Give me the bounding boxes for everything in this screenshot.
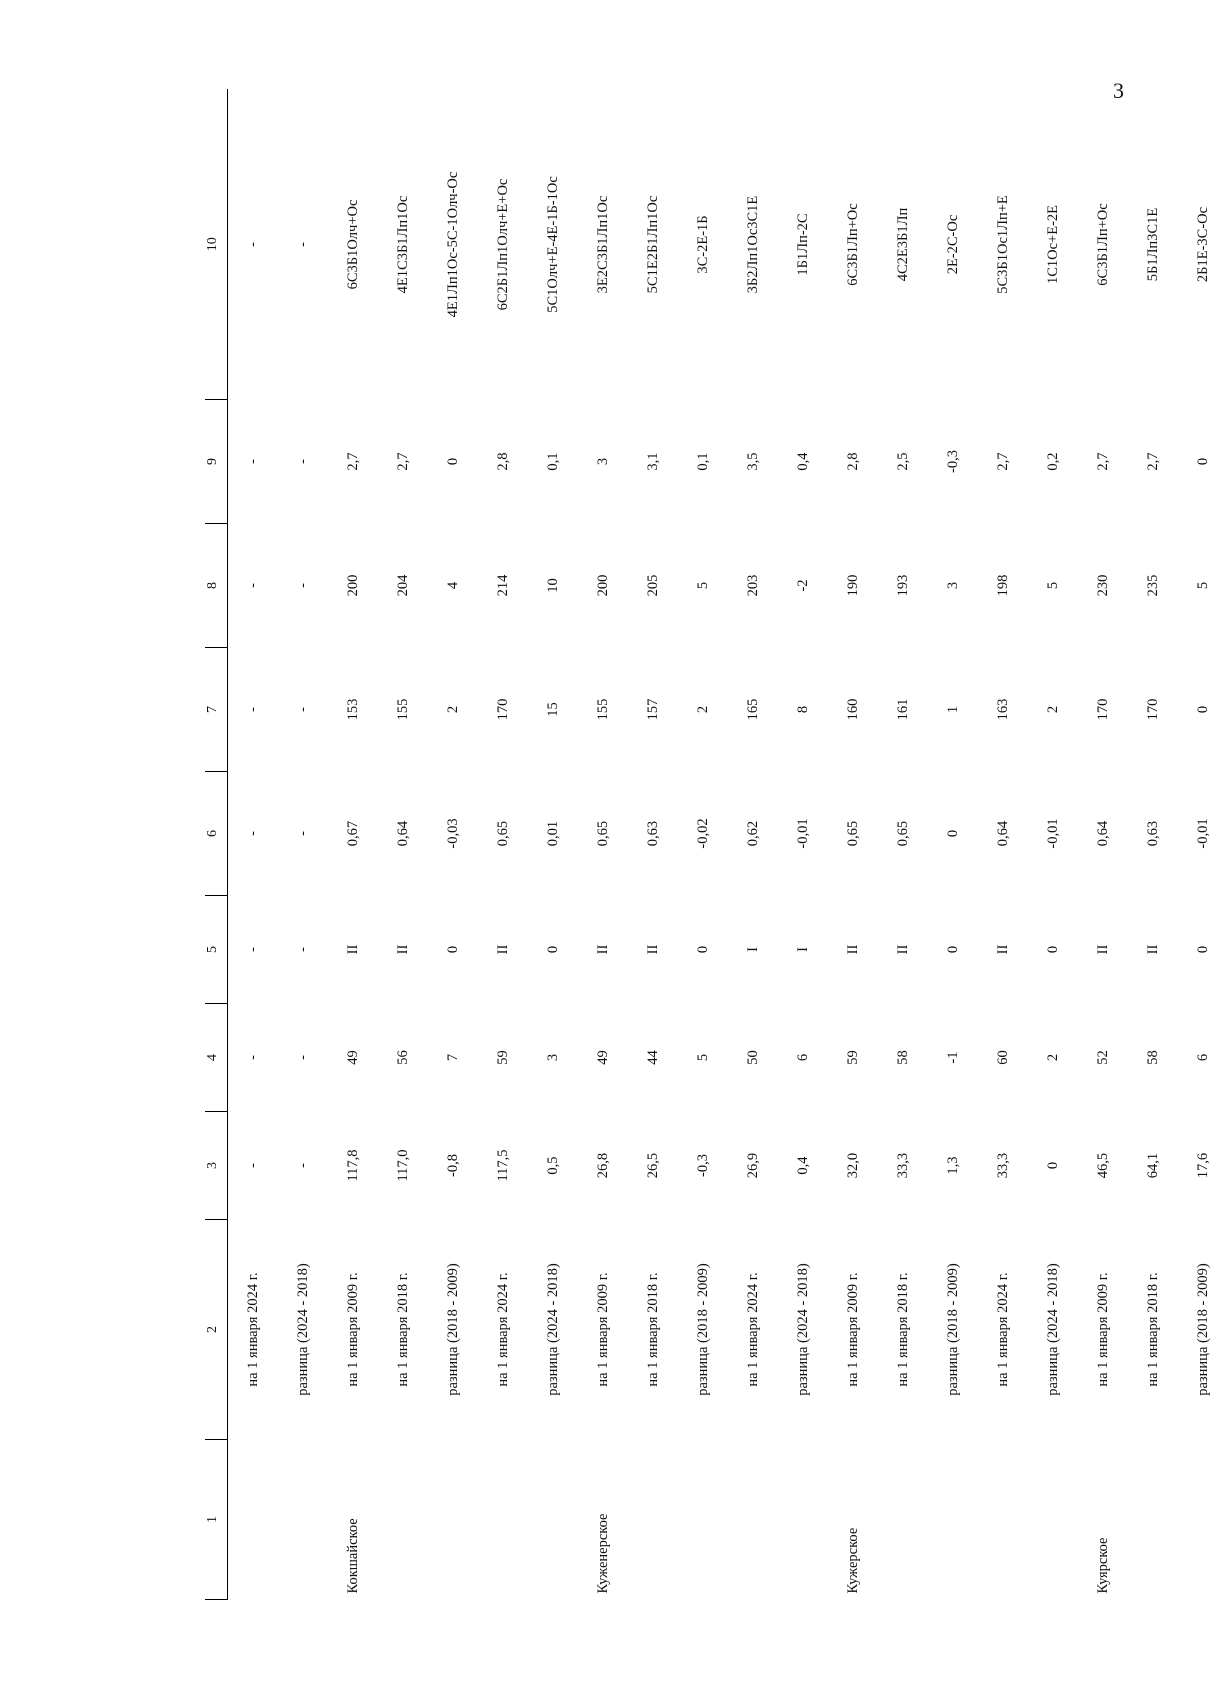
cell-class: II	[894, 944, 911, 955]
table-row	[628, 90, 678, 1600]
cell-district	[1178, 1440, 1228, 1600]
cell-col4: -	[294, 1055, 311, 1060]
cell-col8: 204	[394, 574, 411, 597]
cell-area: 117,0	[394, 1149, 411, 1182]
cell-date: на 1 января 2009 г.	[594, 1272, 611, 1387]
cell-col4: 60	[994, 1050, 1011, 1065]
cell-col7: 161	[894, 698, 911, 721]
cell-district	[1028, 1440, 1078, 1600]
cell-date: разница (2024 - 2018)	[294, 1263, 311, 1396]
cell-col4: 6	[1194, 1053, 1211, 1062]
cell-col4: 49	[344, 1050, 361, 1065]
cell-class: II	[844, 944, 861, 955]
cell-area: -0,8	[444, 1154, 461, 1177]
cell-col4: 50	[744, 1050, 761, 1065]
cell-composition: 6С3Б1Лп+Ос	[1094, 203, 1111, 286]
cell-col6: 0,65	[894, 820, 911, 847]
cell-area: 64,1	[1144, 1152, 1161, 1179]
cell-col9: 2,7	[344, 452, 361, 471]
cell-col4: 44	[644, 1050, 661, 1065]
cell-date: разница (2024 - 2018)	[794, 1263, 811, 1396]
header-row	[205, 90, 228, 1600]
header-col-2: 2	[205, 1220, 228, 1440]
cell-col6: -0,02	[694, 818, 711, 849]
table-row	[428, 90, 478, 1600]
cell-col6: -0,01	[1044, 818, 1061, 849]
table-row	[728, 90, 778, 1600]
cell-class: 0	[1194, 945, 1211, 954]
cell-composition: 4С2Е3Б1Лп	[894, 207, 911, 282]
table-row	[828, 90, 878, 1600]
cell-date: на 1 января 2024 г.	[494, 1272, 511, 1387]
cell-date: на 1 января 2018 г.	[644, 1272, 661, 1387]
cell-col9: -	[294, 459, 311, 464]
cell-composition: 4Е1С3Б1Лп1Ос	[394, 195, 411, 294]
cell-district	[978, 1440, 1028, 1600]
cell-col9: 0,1	[694, 452, 711, 471]
cell-col8: 190	[844, 574, 861, 597]
cell-col8: 198	[994, 574, 1011, 597]
cell-class: II	[344, 944, 361, 955]
cell-area: 0,4	[794, 1156, 811, 1175]
cell-col4: 5	[694, 1053, 711, 1062]
table-row	[1128, 90, 1178, 1600]
cell-col8: 230	[1094, 574, 1111, 597]
cell-col6: 0,65	[494, 820, 511, 847]
cell-composition: 1Б1Лп-2С	[794, 213, 811, 276]
cell-col9: 0,1	[544, 452, 561, 471]
table-row	[678, 90, 728, 1600]
cell-composition: 3С-2Е-1Б	[694, 215, 711, 274]
cell-col9: 0,2	[1044, 452, 1061, 471]
cell-date: разница (2018 - 2009)	[944, 1263, 961, 1396]
cell-district: Куженерское	[594, 1513, 611, 1594]
cell-date: на 1 января 2024 г.	[994, 1272, 1011, 1387]
cell-composition: -	[244, 242, 261, 247]
cell-area: 26,5	[644, 1152, 661, 1179]
cell-date: разница (2018 - 2009)	[694, 1263, 711, 1396]
cell-district	[478, 1440, 528, 1600]
header-col-3: 3	[205, 1112, 228, 1220]
header-col-4: 4	[205, 1004, 228, 1112]
cell-district: Кужерское	[844, 1527, 861, 1594]
cell-district	[428, 1440, 478, 1600]
cell-col8: 205	[644, 574, 661, 597]
cell-composition: 6С3Б1Лп+Ос	[844, 203, 861, 286]
rotated-table-container	[205, 20, 1211, 1600]
header-col-5: 5	[205, 896, 228, 1004]
cell-area: -	[244, 1163, 261, 1168]
cell-area: 46,5	[1094, 1152, 1111, 1179]
cell-col8: -	[244, 583, 261, 588]
cell-col4: 59	[844, 1050, 861, 1065]
cell-col4: 2	[1044, 1053, 1061, 1062]
table-row	[328, 90, 378, 1600]
cell-col7: 160	[844, 698, 861, 721]
cell-date: разница (2018 - 2009)	[444, 1263, 461, 1396]
cell-area: -	[294, 1163, 311, 1168]
cell-col7: 170	[1094, 698, 1111, 721]
cell-col8: 5	[1194, 581, 1211, 590]
cell-col9: 2,8	[844, 452, 861, 471]
table-row	[978, 90, 1028, 1600]
cell-class: 0	[544, 945, 561, 954]
cell-col7: -	[294, 707, 311, 712]
cell-area: 0	[1044, 1161, 1061, 1170]
header-col-6: 6	[205, 772, 228, 896]
cell-class: I	[794, 947, 811, 952]
cell-district	[528, 1440, 578, 1600]
cell-col8: -2	[794, 579, 811, 592]
cell-col4: 3	[544, 1053, 561, 1062]
cell-col6: -	[244, 831, 261, 836]
cell-class: 0	[444, 945, 461, 954]
cell-area: 26,9	[744, 1152, 761, 1179]
cell-date: на 1 января 2018 г.	[1144, 1272, 1161, 1387]
cell-col7: 1	[944, 705, 961, 714]
cell-col7: -	[244, 707, 261, 712]
cell-composition: 5С1Е2Б1Лп1Ос	[644, 195, 661, 294]
cell-class: 0	[944, 945, 961, 954]
cell-col7: 163	[994, 698, 1011, 721]
cell-district	[878, 1440, 928, 1600]
cell-composition: 2Б1Е-3С-Ос	[1194, 206, 1211, 283]
cell-col8: 5	[694, 581, 711, 590]
cell-district	[278, 1440, 328, 1600]
cell-col6: 0,65	[594, 820, 611, 847]
cell-col9: 3	[594, 457, 611, 466]
cell-col6: 0,64	[394, 820, 411, 847]
cell-area: 117,5	[494, 1149, 511, 1182]
cell-col9: 0	[1194, 457, 1211, 466]
cell-composition: 6С3Б1Олч+Ос	[344, 199, 361, 290]
cell-col8: 200	[344, 574, 361, 597]
cell-class: II	[644, 944, 661, 955]
cell-class: -	[244, 947, 261, 952]
cell-area: 117,8	[344, 1149, 361, 1182]
cell-district	[728, 1440, 778, 1600]
cell-col8: 193	[894, 574, 911, 597]
cell-date: разница (2024 - 2018)	[1044, 1263, 1061, 1396]
cell-col6: 0,64	[1094, 820, 1111, 847]
cell-district: Куярское	[1094, 1537, 1111, 1594]
cell-date: на 1 января 2009 г.	[844, 1272, 861, 1387]
cell-col7: 170	[494, 698, 511, 721]
cell-col7: 2	[1044, 705, 1061, 714]
cell-class: II	[494, 944, 511, 955]
cell-composition: 1С1Ос+Е-2Е	[1044, 204, 1061, 285]
cell-area: 26,8	[594, 1152, 611, 1179]
cell-date: разница (2024 - 2018)	[544, 1263, 561, 1396]
cell-composition: 5С3Б1Ос1Лп+Е	[994, 195, 1011, 294]
cell-district	[678, 1440, 728, 1600]
table-row	[1078, 90, 1128, 1600]
cell-col8: 214	[494, 574, 511, 597]
cell-class: II	[394, 944, 411, 955]
cell-composition: 5С1Олч+Е-4Е-1Б-1Ос	[544, 176, 561, 313]
header-col-10: 10	[205, 90, 228, 400]
cell-col4: -	[244, 1055, 261, 1060]
table-row	[1178, 90, 1228, 1600]
cell-class: II	[1144, 944, 1161, 955]
cell-col6: 0,63	[1144, 820, 1161, 847]
cell-col8: -	[294, 583, 311, 588]
cell-composition: 3Б2Лп1Ос3С1Е	[744, 195, 761, 294]
cell-col4: 6	[794, 1053, 811, 1062]
cell-col7: 155	[594, 698, 611, 721]
cell-col7: 165	[744, 698, 761, 721]
cell-area: 1,3	[944, 1156, 961, 1175]
cell-class: 0	[694, 945, 711, 954]
cell-col9: -	[244, 459, 261, 464]
cell-date: на 1 января 2009 г.	[344, 1272, 361, 1387]
cell-col7: 8	[794, 705, 811, 714]
table-row	[378, 90, 428, 1600]
cell-date: разница (2018 - 2009)	[1194, 1263, 1211, 1396]
cell-area: 33,3	[894, 1152, 911, 1179]
cell-col7: 170	[1144, 698, 1161, 721]
cell-col9: 3,1	[644, 452, 661, 471]
cell-class: -	[294, 947, 311, 952]
cell-class: II	[994, 944, 1011, 955]
cell-col9: 2,7	[994, 452, 1011, 471]
table-row	[928, 90, 978, 1600]
cell-date: на 1 января 2024 г.	[244, 1272, 261, 1387]
cell-composition: 6С2Б1Лп1Олч+Е+Ос	[494, 178, 511, 311]
cell-col8: 4	[444, 581, 461, 590]
cell-col8: 5	[1044, 581, 1061, 590]
table-row	[878, 90, 928, 1600]
cell-col9: 0	[444, 457, 461, 466]
cell-district	[778, 1440, 828, 1600]
cell-col9: 2,7	[1094, 452, 1111, 471]
table-row	[778, 90, 828, 1600]
cell-district	[378, 1440, 428, 1600]
table-row	[528, 90, 578, 1600]
header-col-7: 7	[205, 648, 228, 772]
cell-col7: 15	[544, 702, 561, 717]
cell-district	[1128, 1440, 1178, 1600]
cell-col9: 0,4	[794, 452, 811, 471]
cell-col4: -1	[944, 1051, 961, 1064]
cell-col9: -0,3	[944, 450, 961, 473]
cell-col4: 56	[394, 1050, 411, 1065]
cell-col4: 49	[594, 1050, 611, 1065]
cell-col6: 0,65	[844, 820, 861, 847]
cell-col6: -	[294, 831, 311, 836]
cell-col7: 155	[394, 698, 411, 721]
cell-composition: 5Б1Лп3С1Е	[1144, 207, 1161, 282]
cell-col4: 52	[1094, 1050, 1111, 1065]
cell-col6: -0,01	[794, 818, 811, 849]
cell-col6: 0,62	[744, 820, 761, 847]
cell-col4: 7	[444, 1053, 461, 1062]
cell-col4: 59	[494, 1050, 511, 1065]
cell-district: Кокшайское	[344, 1518, 361, 1594]
page-number: 3	[1113, 78, 1124, 103]
cell-col7: 153	[344, 698, 361, 721]
cell-col6: 0,63	[644, 820, 661, 847]
cell-composition: 4Е1Лп1Ос-5С-1Олч-Ос	[444, 171, 461, 318]
cell-class: II	[594, 944, 611, 955]
cell-col9: 2,7	[1144, 452, 1161, 471]
cell-col8: 3	[944, 581, 961, 590]
cell-class: I	[744, 947, 761, 952]
cell-area: 32,0	[844, 1152, 861, 1179]
cell-col6: 0,01	[544, 820, 561, 847]
cell-composition: 3Е2С3Б1Лп1Ос	[594, 195, 611, 294]
forest-statistics-table	[205, 90, 1228, 1601]
cell-class: II	[1094, 944, 1111, 955]
cell-district	[928, 1440, 978, 1600]
cell-col4: 58	[894, 1050, 911, 1065]
cell-col6: 0,64	[994, 820, 1011, 847]
header-col-9: 9	[205, 400, 228, 524]
cell-col8: 10	[544, 578, 561, 593]
cell-col8: 203	[744, 574, 761, 597]
cell-col6: 0	[944, 829, 961, 838]
cell-col8: 235	[1144, 574, 1161, 597]
cell-col4: 58	[1144, 1050, 1161, 1065]
cell-composition: 2Е-2С-Ос	[944, 214, 961, 275]
cell-date: на 1 января 2009 г.	[1094, 1272, 1111, 1387]
table-row	[1028, 90, 1078, 1600]
cell-area: 17,6	[1194, 1152, 1211, 1179]
cell-col7: 2	[444, 705, 461, 714]
cell-col6: -0,01	[1194, 818, 1211, 849]
cell-col9: 2,7	[394, 452, 411, 471]
cell-class: 0	[1044, 945, 1061, 954]
cell-date: на 1 января 2018 г.	[394, 1272, 411, 1387]
cell-col7: 0	[1194, 705, 1211, 714]
table-row	[278, 90, 328, 1600]
cell-col8: 200	[594, 574, 611, 597]
cell-col9: 2,8	[494, 452, 511, 471]
cell-date: на 1 января 2018 г.	[894, 1272, 911, 1387]
cell-area: 33,3	[994, 1152, 1011, 1179]
header-col-1: 1	[205, 1440, 228, 1600]
cell-district	[628, 1440, 678, 1600]
cell-composition: -	[294, 242, 311, 247]
cell-col6: -0,03	[444, 818, 461, 849]
cell-district	[228, 1440, 279, 1600]
cell-col7: 2	[694, 705, 711, 714]
cell-col9: 3,5	[744, 452, 761, 471]
cell-area: -0,3	[694, 1154, 711, 1177]
table-row	[578, 90, 628, 1600]
header-col-8: 8	[205, 524, 228, 648]
cell-area: 0,5	[544, 1156, 561, 1175]
cell-col9: 2,5	[894, 452, 911, 471]
cell-col6: 0,67	[344, 820, 361, 847]
cell-col7: 157	[644, 698, 661, 721]
table-row	[228, 90, 279, 1600]
table-row	[478, 90, 528, 1600]
cell-date: на 1 января 2024 г.	[744, 1272, 761, 1387]
